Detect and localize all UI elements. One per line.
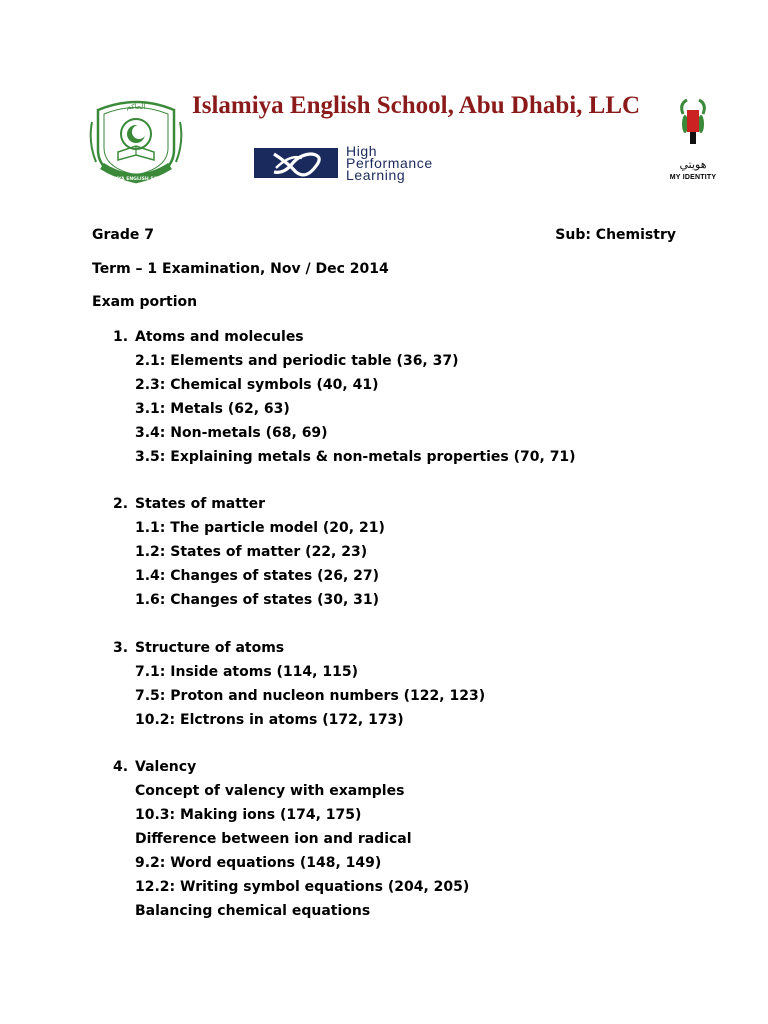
list-item: 3.5: Explaining metals & non-metals properties (70, 71) (135, 449, 576, 465)
section-atoms-and-molecules (113, 328, 576, 472)
grade-label: Grade 7 (92, 227, 154, 243)
section-title-text: States of matter (135, 496, 266, 512)
section-title-text: Structure of atoms (135, 640, 285, 656)
section-title-text: Atoms and molecules (135, 329, 304, 345)
list-item: 1.4: Changes of states (26, 27) (135, 568, 380, 584)
list-item: 10.3: Making ions (174, 175) (135, 807, 362, 823)
list-item: 10.2: Elctrons in atoms (172, 173) (135, 712, 404, 728)
subject-label: Sub: Chemistry (555, 227, 676, 243)
list-item: Difference between ion and radical (135, 831, 412, 847)
list-item: Concept of valency with examples (135, 783, 405, 799)
section-title (113, 639, 485, 663)
hpl-line-1: High (346, 143, 378, 159)
section-number: 4. (113, 759, 129, 775)
school-title: Islamiya English School, Abu Dhabi, LLC (192, 92, 641, 119)
term-label: Term – 1 Examination, Nov / Dec 2014 (92, 261, 389, 277)
my-identity-logo (665, 94, 721, 186)
section-title-text: Valency (135, 759, 197, 775)
section-number: 1. (113, 329, 129, 345)
my-identity-label: MY IDENTITY (669, 174, 717, 181)
list-item: 12.2: Writing symbol equations (204, 205) (135, 879, 470, 895)
list-item: Balancing chemical equations (135, 903, 371, 919)
list-item: 1.2: States of matter (22, 23) (135, 544, 368, 560)
crest-bottom-text: ISLAMIYA ENGLISH SCHOOL (100, 177, 172, 182)
list-item: 2.3: Chemical symbols (40, 41) (135, 377, 379, 393)
section-structure-of-atoms (113, 639, 485, 735)
section-valency (113, 758, 469, 926)
hpl-logo (254, 143, 516, 183)
section-title (113, 758, 469, 782)
hpl-line-3: Learning (346, 167, 406, 183)
list-item: 2.1: Elements and periodic table (36, 37) (135, 353, 459, 369)
hpl-logo-text (346, 145, 433, 181)
list-item: 9.2: Word equations (148, 149) (135, 855, 382, 871)
section-number: 2. (113, 496, 129, 512)
list-item: 3.1: Metals (62, 63) (135, 401, 290, 417)
section-number: 3. (113, 640, 129, 656)
school-crest-logo (88, 92, 184, 186)
list-item: 1.1: The particle model (20, 21) (135, 520, 385, 536)
section-title (113, 328, 576, 352)
hpl-line-2: Performance (346, 155, 433, 171)
list-item: 7.5: Proton and nucleon numbers (122, 123) (135, 688, 486, 704)
section-title (113, 495, 385, 519)
crest-top-text: الحاكم (126, 103, 146, 111)
list-item: 1.6: Changes of states (30, 31) (135, 592, 380, 608)
section-states-of-matter (113, 495, 385, 615)
portion-heading: Exam portion (92, 294, 198, 310)
my-identity-arabic: هويتي (679, 158, 707, 171)
list-item: 7.1: Inside atoms (114, 115) (135, 664, 358, 680)
list-item: 3.4: Non-metals (68, 69) (135, 425, 328, 441)
